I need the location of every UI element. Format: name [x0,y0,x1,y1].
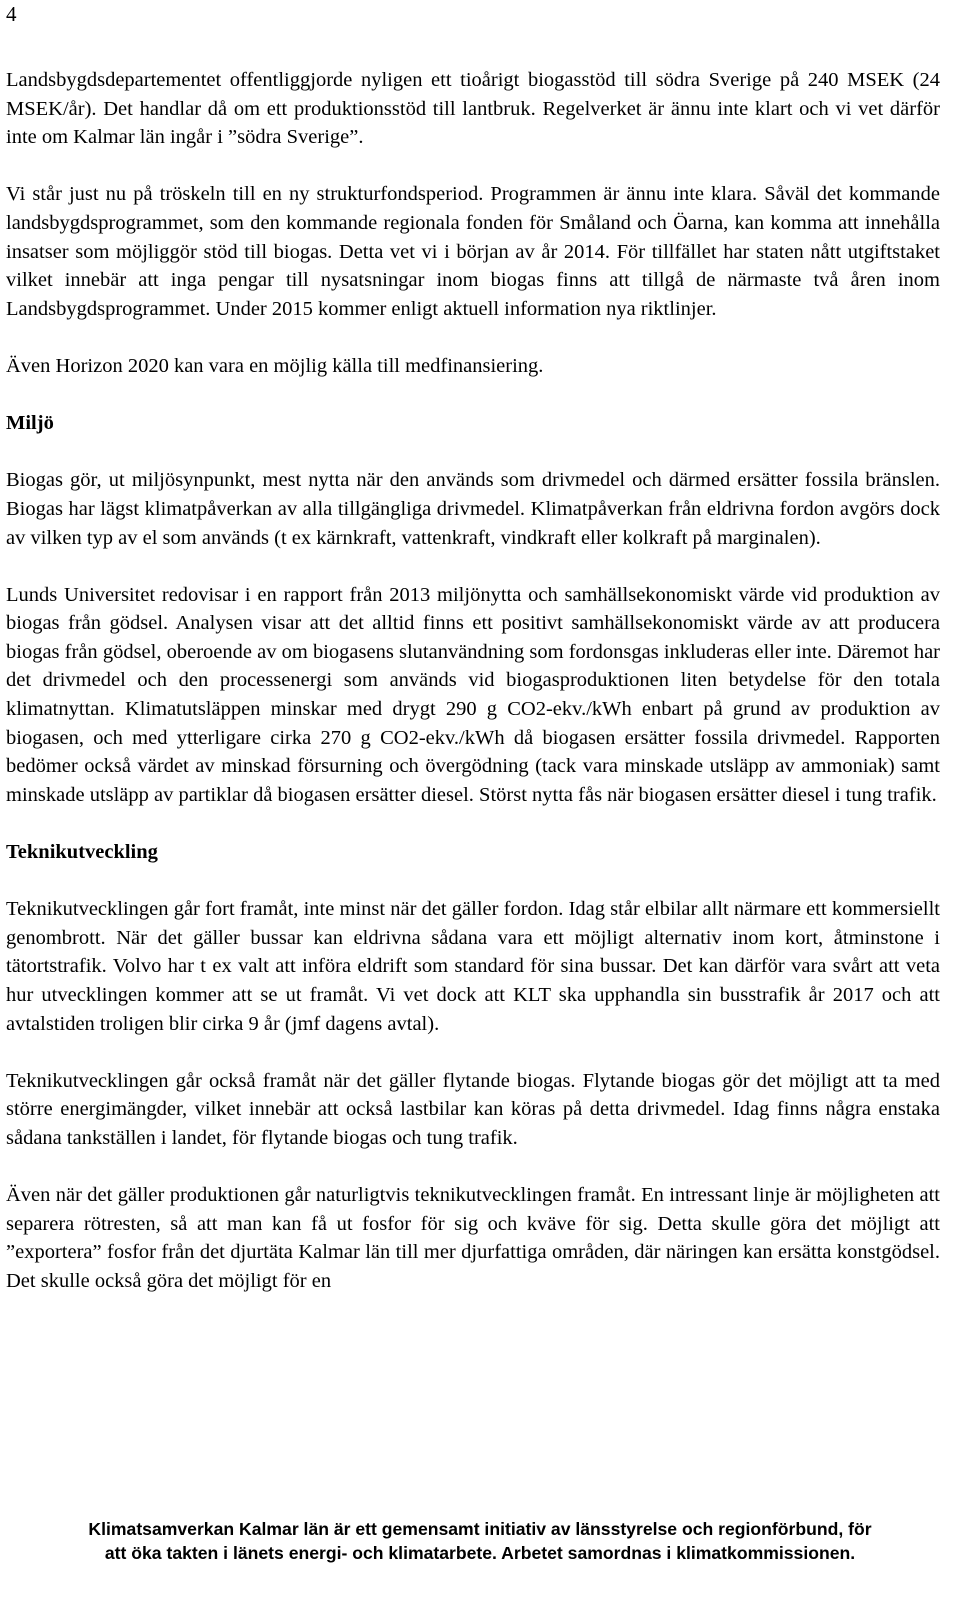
footer-line-2: att öka takten i länets energi- och klimatarbete. Arbetet samordnas i klimatkommissionen. [104,1543,856,1563]
page-number: 4 [6,2,17,26]
page-footer [0,1517,960,1565]
paragraph-horizon-2020: Även Horizon 2020 kan vara en möjlig källa till medfinansiering. [6,354,544,377]
paragraph-biogasstod: Landsbygdsdepartementet offentliggjorde nyligen ett tioårigt biogasstöd till södra Sverige på 240 MSEK (24 MSEK/år). Det handlar då om ett produktionsstöd till lantbruk. Regelverket är ännu inte klart och vi vet därför inte om Kalmar län ingår i ”södra Sverige”. [6,69,940,149]
paragraph-lunds-universitet: Lunds Universitet redovisar i en rapport från 2013 miljönytta och samhällsekonomiskt värde vid produktion av biogas från gödsel. Analysen visar att det alltid finns ett positivt samhällsekonomiskt värde av att producera biogas från gödsel, oberoende av om biogasens slutanvändning som fordonsgas inkluderas eller inte. Däremot har det drivmedel och den processenergi som används vid biogasproduktionen liten betydelse för den totala klimatnyttan. Klimatutsläppen minskar med drygt 290 g CO2-ekv./kWh enbart på grund av produktion av biogasen, och med ytterligare cirka 270 g CO2-ekv./kWh då biogasen ersätter fossila drivmedel. Rapporten bedömer också värdet av minskad försurning och övergödning (tack vara minskade utsläpp av ammoniak) samt minskade utsläpp av partiklar då biogasen ersätter diesel. Störst nytta fås när biogasen ersätter diesel i tung trafik. [6,583,940,806]
heading-teknikutveckling: Teknikutveckling [6,841,158,864]
paragraph-miljo-drivmedel: Biogas gör, ut miljösynpunkt, mest nytta när den används som drivmedel och därmed ersätter fossila bränslen. Biogas har lägst klimatpåverkan av alla tillgängliga drivmedel. Klimatpåverkan från eldrivna fordon avgörs dock av vilken typ av el som används (t ex kärnkraft, vattenkraft, vindkraft eller kolkraft på marginalen). [6,469,940,549]
paragraph-teknik-fordon: Teknikutvecklingen går fort framåt, inte minst när det gäller fordon. Idag står elbilar allt närmare ett kommersiellt genombrott. När det gäller bussar kan eldrivna sådana vara ett möjligt alternativ inom kort, åtminstone i tätortstrafik. Volvo har t ex valt att införa eldrift som standard för sina bussar. Det kan därför vara svårt att veta hur utvecklingen kommer att se ut framåt. Vi vet dock att KLT ska upphandla sin busstrafik år 2017 och att avtalstiden troligen blir cirka 9 år (jmf dagens avtal). [6,898,940,1035]
footer-line-1: Klimatsamverkan Kalmar län är ett gemensamt initiativ av länsstyrelse och regionförbund, för [88,1519,872,1539]
paragraph-produktion-rotrest: Även när det gäller produktionen går naturligtvis teknikutvecklingen framåt. En intressant linje är möjligheten att separera rötresten, så att man kan få ut fosfor för sig och kväve för sig. Detta skulle göra det möjligt att ”exportera” fosfor från det djurtäta Kalmar län till mer djurfattiga områden, där näringen kan ersätta konstgödsel. Det skulle också göra det möjligt för en [6,1184,940,1292]
paragraph-flytande-biogas: Teknikutvecklingen går också framåt när det gäller flytande biogas. Flytande biogas gör det möjligt att ta med större energimängder, vilket innebär att också lastbilar kan köras på detta drivmedel. Idag finns några enstaka sådana tankställen i landet, för flytande biogas och tung trafik. [6,1069,940,1149]
paragraph-strukturfondsperiod: Vi står just nu på tröskeln till en ny strukturfondsperiod. Programmen är ännu inte klara. Såväl det kommande landsbygdsprogrammet, som den kommande regionala fonden för Småland och Öarna, kan komma att innehålla insatser som möjliggör stöd till biogas. Detta vet vi i början av år 2014. För tillfället har staten nått utgiftstaket vilket innebär att inga pengar till nysatsningar inom biogas finns att tillgå de närmaste två åren inom Landsbygdsprogrammet. Under 2015 kommer enligt aktuell information nya riktlinjer. [6,183,940,320]
document-body [6,66,940,1324]
heading-miljo: Miljö [6,412,54,435]
